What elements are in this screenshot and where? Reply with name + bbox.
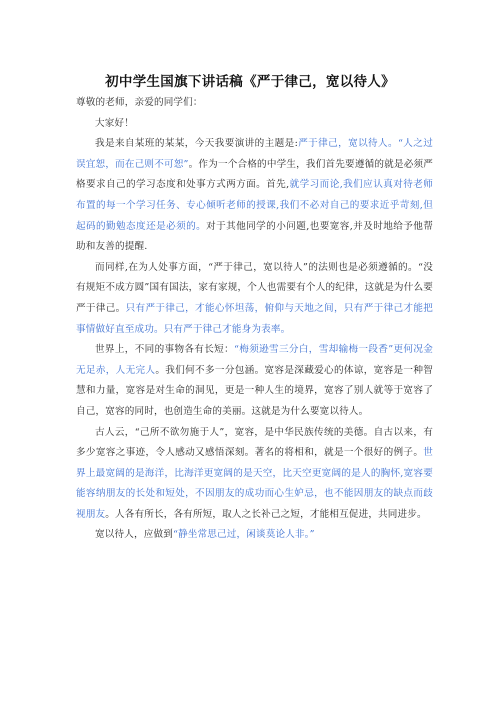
p3-text-c: 。我们何不多一分包涵。宽容是深藏爱心的体谅，宽容是一种智慧和力量，宽容是对生命的洞见，更是一种人生的境界，宽容了别人就等于宽容了自己，宽容的同时，也创造生命的美丽。这就是为什么要宽以待人。 bbox=[76, 364, 433, 417]
p4-text-c: 。人各有所长，各有所短，取人之长补己之短，才能相互促进，共同进步。 bbox=[105, 508, 427, 520]
p5-text-a: 宽以待人，应做到 bbox=[95, 529, 173, 541]
paragraph-4 bbox=[76, 423, 433, 526]
hello-line: 大家好！ bbox=[95, 117, 134, 129]
p1-highlight-study: 就学习而论,我们应认真对待老师布置的每一个学习任务、专心倾听老师的授课,我们不必对自己的要求近乎苛刻,但起码的勤勉态度还是必须的。 bbox=[76, 179, 433, 232]
paragraph-1 bbox=[76, 134, 433, 258]
p1-highlight-quote: “人之过误宜恕，而在己则不可恕” bbox=[76, 138, 433, 170]
document-title: 初中学生国旗下讲话稿《严于律己，宽以待人》 bbox=[105, 74, 395, 90]
greeting-line: 尊敬的老师，亲爱的同学们： bbox=[76, 97, 203, 108]
p2-highlight: 只有严于律己，才能心怀坦荡，俯仰与天地之间，只有严于律己才能把事情做好直至成功。只有严于律己才能身为表率。 bbox=[76, 302, 433, 335]
p1-highlight-theme: 严于律己，宽以待人。 bbox=[297, 138, 398, 150]
p1-text-d: 。作为一个合格的中学生，我们首先要遵循的就是必须严格要求自己的学习态度和处事方式两方面。首先, bbox=[76, 158, 433, 191]
p3-text-a: 世界上，不同的事物各有长短： bbox=[95, 344, 235, 356]
p5-highlight: “静坐常思己过，闲谈莫论人非。” bbox=[172, 529, 315, 541]
p1-text-a: 我是来自某班的某某，今天我要演讲的主题是: bbox=[95, 138, 298, 150]
p3-highlight: “梅须逊雪三分白，雪却输梅一段香”更何况金无足赤，人无完人 bbox=[76, 344, 433, 376]
p4-text-a: 古人云，“己所不欲勿施于人”，宽容，是中华民族传统的美德。自古以来，有多少宽容之事迹，令人感动又感悟深刻。著名的将相和，就是一个很好的例子。 bbox=[76, 426, 433, 459]
paragraph-3 bbox=[76, 340, 433, 422]
paragraph-2 bbox=[76, 258, 433, 340]
p4-highlight: 世界上最宽阔的是海洋，比海洋更宽阔的是天空，比天空更宽阔的是人的胸怀,宽容要能容纳朋友的长处和短处，不因朋友的成功而心生妒忌，也不能因朋友的缺点而歧视朋友 bbox=[76, 447, 433, 520]
p2-text-a: 而同样,在为人处事方面，“严于律己，宽以待人”的法则也是必须遵循的。“没有规矩不成方圆”国有国法，家有家规，个人也需要有个人的纪律，这就是为什么要严于律己。 bbox=[76, 261, 433, 314]
document-body bbox=[76, 93, 433, 546]
paragraph-5 bbox=[76, 525, 433, 546]
p1-text-f: 对于其他同学的小问题,也要宽容,并及时地给予他帮助和友善的提醒. bbox=[76, 220, 433, 253]
